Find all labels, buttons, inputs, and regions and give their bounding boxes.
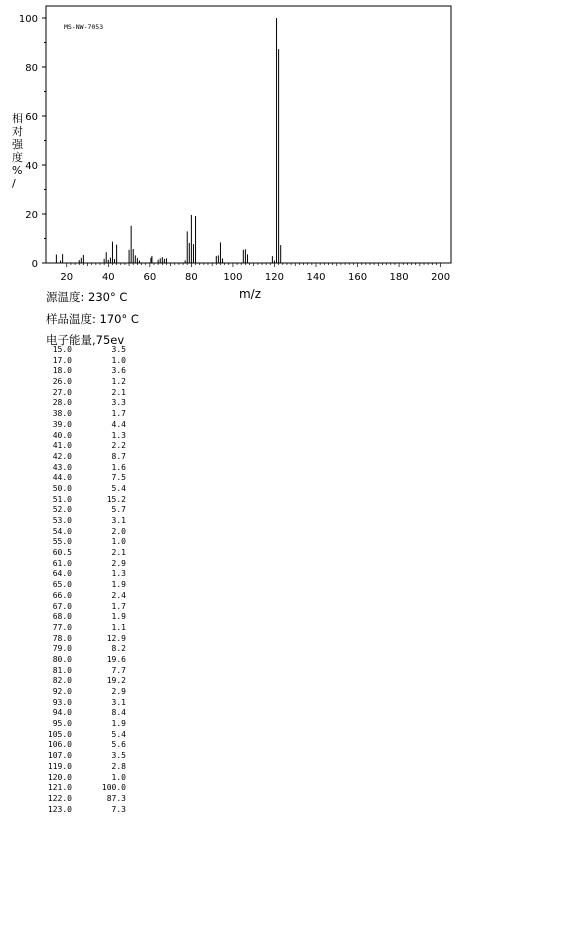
table-row: [44, 484, 126, 495]
intensity-value: 3.1: [111, 516, 126, 525]
intensity-value: 5.7: [111, 505, 126, 515]
x-tick-label: 120: [264, 272, 285, 283]
mz-value: 43.0: [52, 462, 72, 472]
intensity-value: 4.4: [111, 419, 126, 429]
table-row: [44, 602, 126, 613]
intensity-value: 1.0: [111, 772, 126, 782]
table-row: [44, 516, 126, 527]
table-row: [44, 655, 126, 666]
y-tick-label: 60: [25, 112, 38, 123]
y-axis-label-text: [12, 111, 24, 190]
intensity-value: 2.1: [111, 387, 126, 397]
intensity-value: 1.2: [111, 377, 126, 387]
mz-value: 15.0: [52, 345, 72, 354]
intensity-value: 19.2: [106, 676, 126, 686]
table-row: [44, 773, 126, 784]
y-tick-label: 80: [25, 63, 38, 74]
mz-value: 121.0: [47, 783, 72, 793]
mz-value: 81.0: [52, 665, 72, 675]
table-row: [44, 666, 126, 677]
x-tick-label: 40: [101, 272, 115, 283]
table-row: [44, 356, 126, 367]
table-row: [44, 708, 126, 719]
table-row: [44, 345, 126, 356]
y-tick-label: 20: [25, 210, 38, 221]
x-tick-label: 160: [347, 272, 368, 283]
table-row: [44, 644, 126, 655]
mass-spectrum-chart: [0, 0, 570, 305]
intensity-value: 8.4: [111, 708, 126, 718]
table-row: [44, 495, 126, 506]
y-axis-label-char: 对: [12, 125, 23, 138]
intensity-value: 1.0: [111, 355, 126, 365]
x-tick-label: 20: [60, 272, 74, 283]
y-axis-label: [12, 111, 24, 190]
mz-value: 64.0: [52, 569, 72, 579]
intensity-value: 3.1: [111, 697, 126, 707]
mz-value: 119.0: [47, 761, 72, 771]
intensity-value: 1.3: [111, 569, 126, 579]
electron-energy: 电子能量,75ev: [46, 333, 125, 347]
mz-value: 44.0: [52, 473, 72, 483]
intensity-value: 87.3: [106, 793, 126, 803]
intensity-value: 7.3: [111, 804, 126, 814]
y-axis-label-char: 度: [12, 151, 23, 164]
sample-temperature: 样品温度: 170° C: [46, 312, 139, 326]
mz-value: 82.0: [52, 676, 72, 686]
mz-value: 122.0: [47, 793, 72, 803]
mz-value: 68.0: [52, 612, 72, 622]
x-tick-label: 80: [185, 272, 198, 283]
mz-value: 28.0: [52, 398, 72, 408]
intensity-value: 8.7: [111, 451, 126, 461]
x-axis-label: m/z: [238, 287, 262, 301]
intensity-value: 1.7: [111, 409, 126, 419]
mz-value: 55.0: [52, 537, 72, 547]
mz-value: 38.0: [52, 409, 72, 419]
table-row: [44, 634, 126, 645]
table-row: [44, 537, 126, 548]
table-row: [44, 783, 126, 794]
mz-value: 52.0: [52, 505, 72, 515]
mz-value: 61.0: [52, 558, 72, 568]
table-row: [44, 366, 126, 377]
intensity-value: 3.5: [111, 345, 126, 354]
y-axis-label-char: %: [12, 164, 23, 177]
table-row: [44, 740, 126, 751]
mz-value: 26.0: [52, 377, 72, 387]
table-row: [44, 612, 126, 623]
table-row: [44, 548, 126, 559]
y-tick-label: 40: [25, 161, 38, 172]
mz-value: 50.0: [52, 483, 72, 493]
table-row: [44, 762, 126, 773]
intensity-value: 1.6: [111, 462, 126, 472]
intensity-value: 2.0: [111, 526, 126, 536]
intensity-value: 100.0: [101, 783, 126, 793]
mz-value: 78.0: [52, 633, 72, 643]
x-tick-label: 200: [431, 272, 451, 283]
table-row: [44, 377, 126, 388]
intensity-value: 7.7: [111, 665, 126, 675]
table-row: [44, 559, 126, 570]
mz-value: 60.5: [52, 548, 72, 558]
mz-value: 93.0: [52, 697, 72, 707]
mz-value: 94.0: [52, 708, 72, 718]
intensity-value: 2.9: [111, 558, 126, 568]
table-row: [44, 698, 126, 709]
mz-value: 77.0: [52, 622, 72, 632]
intensity-value: 1.9: [111, 612, 126, 622]
mz-value: 40.0: [52, 430, 72, 440]
intensity-value: 5.4: [111, 483, 126, 493]
mz-value: 92.0: [52, 687, 72, 696]
intensity-value: 2.8: [111, 761, 126, 771]
x-tick-label: 100: [223, 272, 243, 283]
mz-value: 95.0: [52, 719, 72, 729]
table-row: [44, 452, 126, 463]
table-row: [44, 527, 126, 538]
mz-value: 27.0: [52, 387, 72, 397]
y-axis-label-char: 强: [12, 138, 23, 151]
table-row: [44, 409, 126, 420]
mz-value: 106.0: [47, 740, 72, 750]
table-row: [44, 441, 126, 452]
plot-frame: [46, 6, 451, 263]
y-tick-label: 0: [31, 259, 38, 270]
table-row: [44, 569, 126, 580]
table-row: [44, 687, 126, 698]
mz-value: 79.0: [52, 644, 72, 654]
intensity-value: 5.6: [111, 740, 126, 750]
peak-table: [44, 345, 126, 815]
mz-value: 67.0: [52, 601, 72, 611]
mz-value: 120.0: [47, 772, 72, 782]
source-temperature: 源温度: 230° C: [46, 290, 128, 304]
table-row: [44, 751, 126, 762]
intensity-value: 1.0: [111, 537, 126, 547]
intensity-value: 15.2: [106, 494, 126, 504]
peaks-group: [56, 18, 280, 263]
mz-value: 54.0: [52, 526, 72, 536]
intensity-value: 8.2: [111, 644, 126, 654]
table-row: [44, 463, 126, 474]
mz-value: 41.0: [52, 441, 72, 451]
intensity-value: 2.2: [111, 441, 126, 451]
spectrum-id: MS-NW-7053: [64, 23, 104, 31]
intensity-value: 1.1: [111, 622, 126, 632]
intensity-value: 3.5: [111, 751, 126, 761]
intensity-value: 12.9: [106, 633, 126, 643]
mz-value: 18.0: [52, 366, 72, 376]
table-row: [44, 591, 126, 602]
mz-value: 123.0: [47, 804, 72, 814]
mz-value: 65.0: [52, 580, 72, 590]
mz-value: 80.0: [52, 654, 72, 664]
intensity-value: 1.7: [111, 601, 126, 611]
intensity-value: 3.6: [111, 366, 126, 376]
mz-value: 17.0: [52, 355, 72, 365]
table-row: [44, 388, 126, 399]
intensity-value: 2.1: [111, 548, 126, 558]
intensity-value: 19.6: [106, 654, 126, 664]
mz-value: 39.0: [52, 419, 72, 429]
x-tick-label: 140: [306, 272, 326, 283]
intensity-value: 5.4: [111, 729, 126, 739]
mz-value: 105.0: [47, 729, 72, 739]
intensity-value: 1.9: [111, 719, 126, 729]
table-row: [44, 473, 126, 484]
table-row: [44, 676, 126, 687]
intensity-value: 2.4: [111, 590, 126, 600]
mz-value: 66.0: [52, 590, 72, 600]
mz-value: 107.0: [47, 751, 72, 761]
mz-value: 42.0: [52, 451, 72, 461]
x-tick-label: 60: [143, 272, 157, 283]
table-row: [44, 623, 126, 634]
y-axis-label-char: 相: [12, 112, 23, 125]
intensity-value: 1.9: [111, 580, 126, 590]
y-tick-label: 100: [18, 14, 38, 25]
table-row: [44, 805, 126, 816]
table-row: [44, 398, 126, 409]
table-row: [44, 730, 126, 741]
table-row: [44, 580, 126, 591]
table-row: [44, 719, 126, 730]
table-row: [44, 431, 126, 442]
y-axis-label-char: /: [12, 177, 16, 190]
table-row: [44, 420, 126, 431]
table-row: [44, 794, 126, 805]
mz-value: 53.0: [52, 516, 72, 525]
intensity-value: 7.5: [111, 473, 126, 483]
mz-value: 51.0: [52, 494, 72, 504]
intensity-value: 3.3: [111, 398, 126, 408]
x-tick-label: 180: [389, 272, 409, 283]
intensity-value: 2.9: [111, 687, 126, 696]
intensity-value: 1.3: [111, 430, 126, 440]
table-row: [44, 505, 126, 516]
